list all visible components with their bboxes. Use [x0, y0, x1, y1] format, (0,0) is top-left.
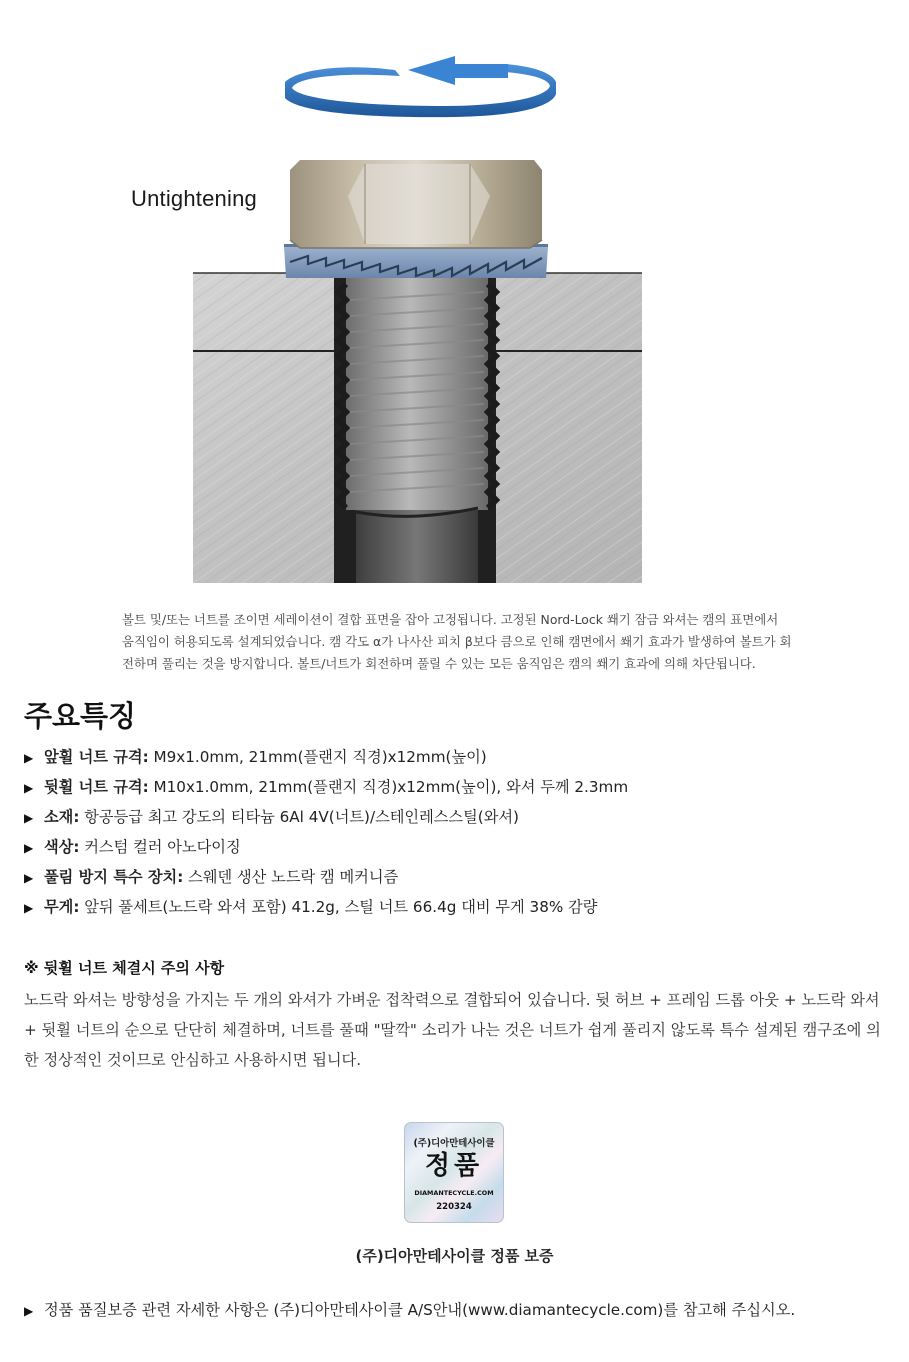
feature-value: 항공등급 최고 강도의 티타늄 6Al 4V(너트)/스테인레스스틸(와셔)	[79, 808, 519, 826]
triangle-right-icon: ▶	[24, 901, 34, 915]
authenticity-badge	[404, 1122, 504, 1223]
mechanism-caption: 볼트 및/또는 너트를 조이면 세레이션이 결합 표면을 잡아 고정됩니다. 고정된 Nord-Lock 쐐기 잠금 와셔는 캠의 표면에서 움직임이 허용되도록 설계되었습니다. 캠 각도 α가 나사산 피치 β보다 큼으로 인해 캠면에서 쐐기 효과가 발생하여 볼트가 회전하며 풀리는 것을 방지합니다. 볼트/너트가 회전하며 풀릴 수 있는 모든 움직임은 캠의 쐐기 효과에 의해 차단됩니다.	[122, 612, 792, 671]
badge-url: DIAMANTECYCLE.COM	[414, 1189, 494, 1197]
feature-value: 스웨덴 생산 노드락 캠 메커니즘	[183, 868, 399, 886]
feature-item	[24, 804, 628, 834]
bolt-thread	[338, 262, 496, 510]
triangle-right-icon: ▶	[24, 841, 34, 855]
caution-body: 노드락 와셔는 방향성을 가지는 두 개의 와셔가 가벼운 접착력으로 결합되어 있습니다. 뒷 허브 + 프레임 드롭 아웃 + 노드락 와셔 + 뒷휠 너트의 순으로 단단히 체결하며, 너트를 풀때 "딸깍" 소리가 나는 것은 너트가 쉽게 풀리지 않도록 특수 설계된 캠구조에 의한 정상적인 것이므로 안심하고 사용하시면 됩니다.	[24, 991, 881, 1069]
bolt-cross-section-diagram	[0, 0, 909, 600]
badge-code: 220324	[436, 1202, 472, 1212]
feature-key: 색상:	[44, 838, 80, 856]
feature-key: 소재:	[44, 808, 80, 826]
footer-note-text: 정품 품질보증 관련 자세한 사항은 (주)디아만테사이클 A/S안내(www.diamantecycle.com)를 참고해 주십시오.	[44, 1301, 796, 1319]
feature-item	[24, 864, 628, 894]
features-title: 주요특징	[24, 699, 137, 733]
feature-key: 무게:	[44, 898, 80, 916]
badge-company: (주)디아만테사이클	[413, 1138, 495, 1149]
rotation-arrow-icon	[285, 56, 556, 117]
feature-value: 앞뒤 풀세트(노드락 와셔 포함) 41.2g, 스틸 너트 66.4g 대비 무게 38% 감량	[79, 898, 598, 916]
nordlock-washer	[284, 244, 548, 278]
feature-key: 뒷휠 너트 규격:	[44, 778, 149, 796]
bolt-shank	[356, 508, 478, 583]
feature-item	[24, 774, 628, 804]
nut	[290, 160, 542, 248]
feature-value: M10x1.0mm, 21mm(플랜지 직경)x12mm(높이), 와셔 두께 2.3mm	[148, 778, 629, 796]
feature-value: 커스텀 컬러 아노다이징	[79, 838, 241, 856]
feature-key: 앞휠 너트 규격:	[44, 748, 149, 766]
footer-note	[24, 1299, 795, 1320]
caution-title: ※ 뒷휠 너트 체결시 주의 사항	[24, 959, 225, 977]
badge-caption: (주)디아만테사이클 정품 보증	[355, 1247, 554, 1265]
nordlock-illustration	[0, 0, 909, 600]
untightening-label: Untightening	[131, 186, 257, 211]
triangle-right-icon: ▶	[24, 781, 34, 795]
triangle-right-icon: ▶	[24, 751, 34, 765]
feature-key: 풀림 방지 특수 장치:	[44, 868, 184, 886]
badge-main-text: 정품	[424, 1151, 484, 1181]
triangle-right-icon: ▶	[24, 871, 34, 885]
feature-item	[24, 834, 628, 864]
feature-item	[24, 894, 628, 924]
triangle-right-icon: ▶	[24, 811, 34, 825]
feature-item	[24, 744, 628, 774]
feature-value: M9x1.0mm, 21mm(플랜지 직경)x12mm(높이)	[148, 748, 487, 766]
triangle-right-icon: ▶	[24, 1304, 34, 1318]
feature-list	[24, 744, 628, 924]
